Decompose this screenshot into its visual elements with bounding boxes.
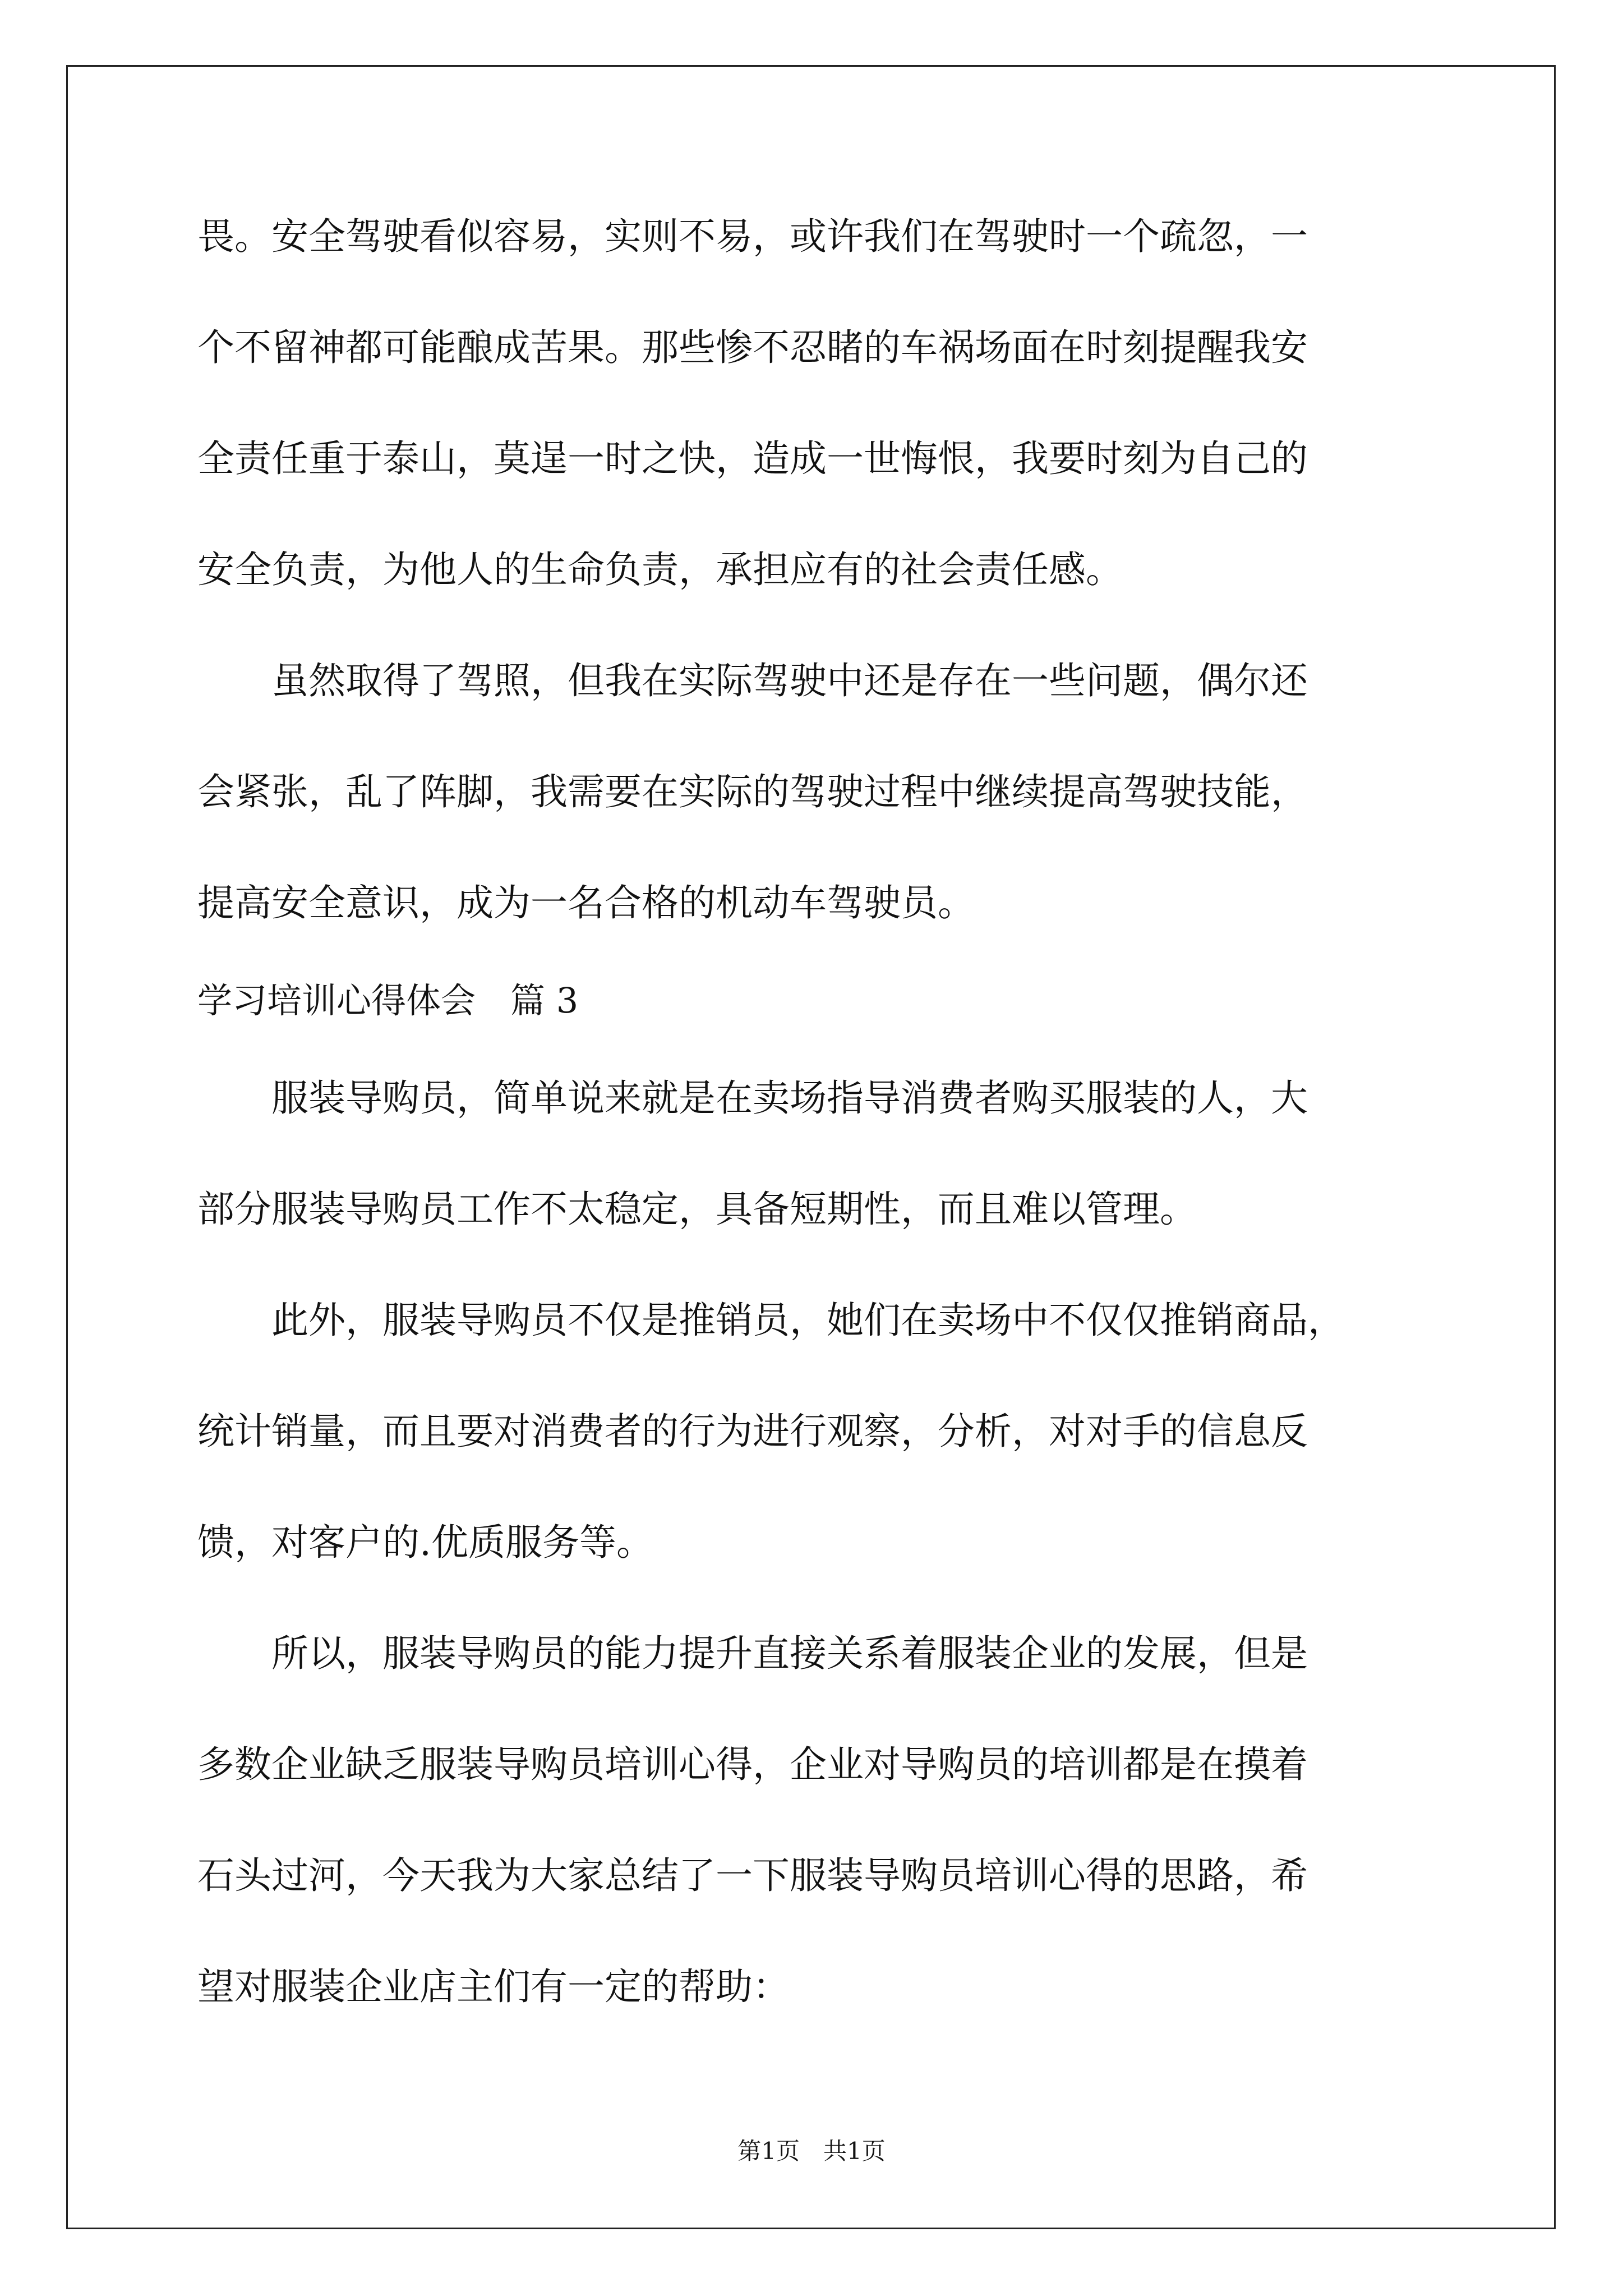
paragraph-line: 统计销量，而且要对消费者的行为进行观察，分析，对对手的信息反 bbox=[197, 1410, 1308, 1453]
page-border bbox=[66, 65, 1556, 2229]
paragraph-line: 全责任重于泰山，莫逞一时之快，造成一世悔恨，我要时刻为自己的 bbox=[197, 437, 1308, 480]
page-footer: 第1页 共1页 bbox=[737, 2137, 886, 2165]
paragraph-line: 服装导购员，简单说来就是在卖场指导消费者购买服装的人，大 bbox=[197, 1076, 1308, 1120]
paragraph-line: 个不留神都可能酿成苦果。那些惨不忍睹的车祸场面在时刻提醒我安 bbox=[197, 326, 1308, 369]
paragraph-line: 安全负责，为他人的生命负责，承担应有的社会责任感。 bbox=[197, 548, 1123, 591]
section-heading: 学习培训心得体会 篇 3 bbox=[197, 980, 579, 1021]
paragraph-line: 所以，服装导购员的能力提升直接关系着服装企业的发展，但是 bbox=[197, 1632, 1308, 1675]
paragraph-line: 部分服装导购员工作不太稳定，具备短期性，而且难以管理。 bbox=[197, 1188, 1197, 1231]
paragraph-line: 会紧张，乱了阵脚，我需要在实际的驾驶过程中继续提高驾驶技能， bbox=[197, 770, 1308, 813]
paragraph-line: 馈，对客户的.优质服务等。 bbox=[197, 1521, 653, 1564]
paragraph-line: 虽然取得了驾照，但我在实际驾驶中还是存在一些问题，偶尔还 bbox=[197, 659, 1308, 702]
paragraph-line: 多数企业缺乏服装导购员培训心得，企业对导购员的培训都是在摸着 bbox=[197, 1743, 1308, 1786]
paragraph-line: 此外，服装导购员不仅是推销员，她们在卖场中不仅仅推销商品， bbox=[197, 1299, 1345, 1342]
paragraph-line: 望对服装企业店主们有一定的帮助： bbox=[197, 1965, 790, 2008]
paragraph-line: 提高安全意识，成为一名合格的机动车驾驶员。 bbox=[197, 881, 975, 924]
paragraph-line: 石头过河，今天我为大家总结了一下服装导购员培训心得的思路，希 bbox=[197, 1854, 1308, 1897]
paragraph-line: 畏。安全驾驶看似容易，实则不易，或许我们在驾驶时一个疏忽，一 bbox=[197, 215, 1308, 258]
